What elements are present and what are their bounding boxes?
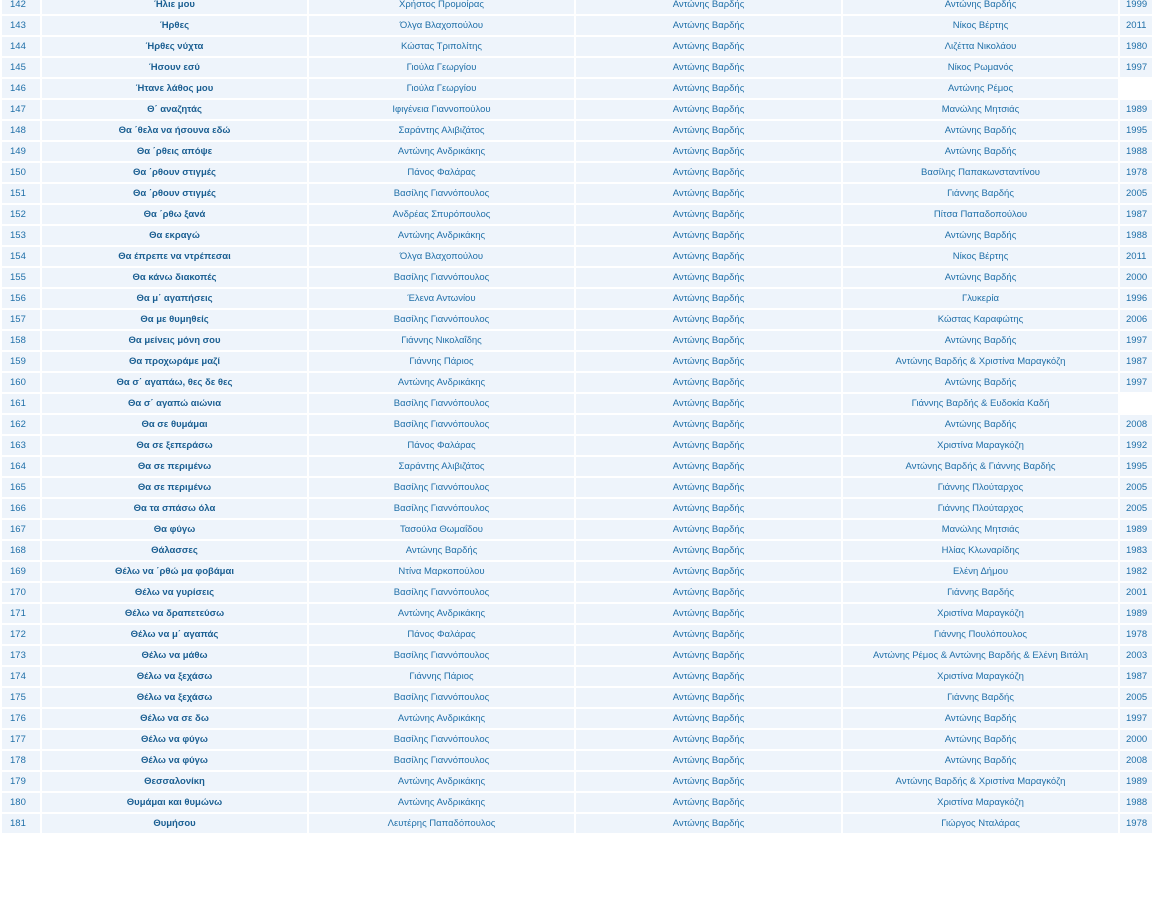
- row-number-cell: 151: [2, 184, 40, 203]
- song-title-cell: Θυμάμαι και θυμώνω: [42, 793, 307, 812]
- singer-cell: Αντώνης Βαρδής: [843, 709, 1118, 728]
- singer-cell: Αντώνης Βαρδής: [843, 226, 1118, 245]
- singer-cell: Χριστίνα Μαραγκόζη: [843, 604, 1118, 623]
- composer-cell: Αντώνης Βαρδής: [576, 226, 841, 245]
- lyricist-cell: Γιάννης Πάριος: [309, 352, 574, 371]
- year-cell: 1997: [1120, 331, 1152, 350]
- table-row: [2, 163, 1152, 182]
- song-title-cell: Θέλω να δραπετεύσω: [42, 604, 307, 623]
- singer-cell: Γιάννης Βαρδής: [843, 688, 1118, 707]
- year-cell: 1978: [1120, 625, 1152, 644]
- row-number-cell: 158: [2, 331, 40, 350]
- composer-cell: Αντώνης Βαρδής: [576, 268, 841, 287]
- row-number-cell: 164: [2, 457, 40, 476]
- year-cell: 1988: [1120, 226, 1152, 245]
- year-cell: 1987: [1120, 667, 1152, 686]
- singer-cell: Αντώνης Βαρδής: [843, 0, 1118, 14]
- table-row: [2, 121, 1152, 140]
- table-row: [2, 289, 1152, 308]
- song-title-cell: Θα σε θυμάμαι: [42, 415, 307, 434]
- composer-cell: Αντώνης Βαρδής: [576, 373, 841, 392]
- singer-cell: Ελένη Δήμου: [843, 562, 1118, 581]
- row-number-cell: 150: [2, 163, 40, 182]
- lyricist-cell: Σαράντης Αλιβιζάτος: [309, 121, 574, 140]
- year-cell: 1997: [1120, 709, 1152, 728]
- composer-cell: Αντώνης Βαρδής: [576, 457, 841, 476]
- year-cell: 1978: [1120, 814, 1152, 833]
- lyricist-cell: Πάνος Φαλάρας: [309, 163, 574, 182]
- lyricist-cell: Αντώνης Ανδρικάκης: [309, 604, 574, 623]
- song-title-cell: Ήσουν εσύ: [42, 58, 307, 77]
- row-number-cell: 148: [2, 121, 40, 140]
- year-cell: [1120, 79, 1152, 98]
- singer-cell: Αντώνης Βαρδής: [843, 121, 1118, 140]
- lyricist-cell: Πάνος Φαλάρας: [309, 625, 574, 644]
- lyricist-cell: Όλγα Βλαχοπούλου: [309, 16, 574, 35]
- composer-cell: Αντώνης Βαρδής: [576, 541, 841, 560]
- composer-cell: Αντώνης Βαρδής: [576, 247, 841, 266]
- song-title-cell: Θα ΄ρθουν στιγμές: [42, 163, 307, 182]
- table-row: [2, 37, 1152, 56]
- row-number-cell: 168: [2, 541, 40, 560]
- table-row: [2, 520, 1152, 539]
- composer-cell: Αντώνης Βαρδής: [576, 142, 841, 161]
- row-number-cell: 155: [2, 268, 40, 287]
- song-title-cell: Θα με θυμηθείς: [42, 310, 307, 329]
- song-title-cell: Ήρθες: [42, 16, 307, 35]
- lyricist-cell: Αντώνης Ανδρικάκης: [309, 226, 574, 245]
- song-title-cell: Θέλω να γυρίσεις: [42, 583, 307, 602]
- lyricist-cell: Βασίλης Γιαννόπουλος: [309, 646, 574, 665]
- lyricist-cell: Γιάννης Πάριος: [309, 667, 574, 686]
- row-number-cell: 156: [2, 289, 40, 308]
- song-title-cell: Θα σ΄ αγαπάω, θες δε θες: [42, 373, 307, 392]
- row-number-cell: 153: [2, 226, 40, 245]
- singer-cell: Αντώνης Βαρδής: [843, 373, 1118, 392]
- year-cell: 2008: [1120, 751, 1152, 770]
- table-row: [2, 247, 1152, 266]
- lyricist-cell: Σαράντης Αλιβιζάτος: [309, 457, 574, 476]
- composer-cell: Αντώνης Βαρδής: [576, 415, 841, 434]
- row-number-cell: 179: [2, 772, 40, 791]
- year-cell: 2008: [1120, 415, 1152, 434]
- row-number-cell: 149: [2, 142, 40, 161]
- song-title-cell: Θα σε περιμένω: [42, 457, 307, 476]
- lyricist-cell: Βασίλης Γιαννόπουλος: [309, 499, 574, 518]
- year-cell: [1120, 394, 1152, 413]
- table-row: [2, 415, 1152, 434]
- singer-cell: Μανώλης Μητσιάς: [843, 520, 1118, 539]
- year-cell: 1983: [1120, 541, 1152, 560]
- composer-cell: Αντώνης Βαρδής: [576, 100, 841, 119]
- year-cell: 2001: [1120, 583, 1152, 602]
- lyricist-cell: Ανδρέας Σπυρόπουλος: [309, 205, 574, 224]
- song-title-cell: Θα ΄ρθω ξανά: [42, 205, 307, 224]
- lyricist-cell: Αντώνης Ανδρικάκης: [309, 373, 574, 392]
- lyricist-cell: Αντώνης Βαρδής: [309, 541, 574, 560]
- table-row: [2, 772, 1152, 791]
- row-number-cell: 181: [2, 814, 40, 833]
- row-number-cell: 165: [2, 478, 40, 497]
- lyricist-cell: Πάνος Φαλάρας: [309, 436, 574, 455]
- singer-cell: Αντώνης Βαρδής: [843, 268, 1118, 287]
- lyricist-cell: Αντώνης Ανδρικάκης: [309, 709, 574, 728]
- singer-cell: Χριστίνα Μαραγκόζη: [843, 436, 1118, 455]
- year-cell: 2005: [1120, 184, 1152, 203]
- row-number-cell: 152: [2, 205, 40, 224]
- composer-cell: Αντώνης Βαρδής: [576, 604, 841, 623]
- year-cell: 1989: [1120, 772, 1152, 791]
- singer-cell: Αντώνης Ρέμος: [843, 79, 1118, 98]
- composer-cell: Αντώνης Βαρδής: [576, 79, 841, 98]
- table-row: [2, 394, 1152, 413]
- lyricist-cell: Έλενα Αντωνίου: [309, 289, 574, 308]
- singer-cell: Αντώνης Βαρδής & Χριστίνα Μαραγκόζη: [843, 352, 1118, 371]
- lyricist-cell: Ντίνα Μαρκοπούλου: [309, 562, 574, 581]
- row-number-cell: 160: [2, 373, 40, 392]
- row-number-cell: 147: [2, 100, 40, 119]
- lyricist-cell: Αντώνης Ανδρικάκης: [309, 793, 574, 812]
- composer-cell: Αντώνης Βαρδής: [576, 772, 841, 791]
- song-title-cell: Θεσσαλονίκη: [42, 772, 307, 791]
- year-cell: 2005: [1120, 688, 1152, 707]
- singer-cell: Αντώνης Βαρδής: [843, 415, 1118, 434]
- singer-cell: Χριστίνα Μαραγκόζη: [843, 793, 1118, 812]
- table-row: [2, 100, 1152, 119]
- table-row: [2, 0, 1152, 14]
- composer-cell: Αντώνης Βαρδής: [576, 625, 841, 644]
- song-title-cell: Θα σε ξεπεράσω: [42, 436, 307, 455]
- lyricist-cell: Βασίλης Γιαννόπουλος: [309, 268, 574, 287]
- singer-cell: Γιάννης Πλούταρχος: [843, 499, 1118, 518]
- song-title-cell: Θα μείνεις μόνη σου: [42, 331, 307, 350]
- year-cell: 1997: [1120, 373, 1152, 392]
- song-title-cell: Θυμήσου: [42, 814, 307, 833]
- composer-cell: Αντώνης Βαρδής: [576, 436, 841, 455]
- year-cell: 1996: [1120, 289, 1152, 308]
- lyricist-cell: Γιούλα Γεωργίου: [309, 58, 574, 77]
- table-row: [2, 457, 1152, 476]
- table-row: [2, 205, 1152, 224]
- composer-cell: Αντώνης Βαρδής: [576, 520, 841, 539]
- song-title-cell: Θα μ΄ αγαπήσεις: [42, 289, 307, 308]
- song-title-cell: Θέλω να μάθω: [42, 646, 307, 665]
- composer-cell: Αντώνης Βαρδής: [576, 562, 841, 581]
- composer-cell: Αντώνης Βαρδής: [576, 667, 841, 686]
- lyricist-cell: Λευτέρης Παπαδόπουλος: [309, 814, 574, 833]
- row-number-cell: 180: [2, 793, 40, 812]
- table-row: [2, 667, 1152, 686]
- singer-cell: Γιώργος Νταλάρας: [843, 814, 1118, 833]
- row-number-cell: 175: [2, 688, 40, 707]
- song-title-cell: Θέλω να σε δω: [42, 709, 307, 728]
- composer-cell: Αντώνης Βαρδής: [576, 394, 841, 413]
- singer-cell: Αντώνης Βαρδής: [843, 751, 1118, 770]
- lyricist-cell: Αντώνης Ανδρικάκης: [309, 772, 574, 791]
- year-cell: 1992: [1120, 436, 1152, 455]
- year-cell: 1997: [1120, 58, 1152, 77]
- year-cell: 1978: [1120, 163, 1152, 182]
- table-body: [2, 0, 1152, 833]
- song-title-cell: Θα σε περιμένω: [42, 478, 307, 497]
- singer-cell: Αντώνης Βαρδής: [843, 730, 1118, 749]
- composer-cell: Αντώνης Βαρδής: [576, 205, 841, 224]
- table-row: [2, 604, 1152, 623]
- composer-cell: Αντώνης Βαρδής: [576, 37, 841, 56]
- table-row: [2, 688, 1152, 707]
- singer-cell: Γλυκερία: [843, 289, 1118, 308]
- row-number-cell: 162: [2, 415, 40, 434]
- lyricist-cell: Βασίλης Γιαννόπουλος: [309, 394, 574, 413]
- song-title-cell: Θα κάνω διακοπές: [42, 268, 307, 287]
- table-row: [2, 646, 1152, 665]
- composer-cell: Αντώνης Βαρδής: [576, 646, 841, 665]
- composer-cell: Αντώνης Βαρδής: [576, 814, 841, 833]
- row-number-cell: 173: [2, 646, 40, 665]
- song-title-cell: Θέλω να ΄ρθώ μα φοβάμαι: [42, 562, 307, 581]
- song-title-cell: Θα έπρεπε να ντρέπεσαι: [42, 247, 307, 266]
- year-cell: 2011: [1120, 247, 1152, 266]
- lyricist-cell: Βασίλης Γιαννόπουλος: [309, 730, 574, 749]
- composer-cell: Αντώνης Βαρδής: [576, 310, 841, 329]
- lyricist-cell: Όλγα Βλαχοπούλου: [309, 247, 574, 266]
- row-number-cell: 159: [2, 352, 40, 371]
- lyricist-cell: Αντώνης Ανδρικάκης: [309, 142, 574, 161]
- composer-cell: Αντώνης Βαρδής: [576, 499, 841, 518]
- table-row: [2, 226, 1152, 245]
- row-number-cell: 169: [2, 562, 40, 581]
- singer-cell: Πίτσα Παπαδοπούλου: [843, 205, 1118, 224]
- composer-cell: Αντώνης Βαρδής: [576, 289, 841, 308]
- table-row: [2, 16, 1152, 35]
- table-row: [2, 373, 1152, 392]
- singer-cell: Γιάννης Βαρδής: [843, 583, 1118, 602]
- song-title-cell: Θα ΄ρθεις απόψε: [42, 142, 307, 161]
- row-number-cell: 157: [2, 310, 40, 329]
- singer-cell: Βασίλης Παπακωνσταντίνου: [843, 163, 1118, 182]
- composer-cell: Αντώνης Βαρδής: [576, 583, 841, 602]
- song-title-cell: Θάλασσες: [42, 541, 307, 560]
- lyricist-cell: Βασίλης Γιαννόπουλος: [309, 478, 574, 497]
- row-number-cell: 174: [2, 667, 40, 686]
- year-cell: 1995: [1120, 457, 1152, 476]
- year-cell: 1988: [1120, 142, 1152, 161]
- row-number-cell: 178: [2, 751, 40, 770]
- row-number-cell: 163: [2, 436, 40, 455]
- row-number-cell: 161: [2, 394, 40, 413]
- year-cell: 1999: [1120, 0, 1152, 14]
- singer-cell: Χριστίνα Μαραγκόζη: [843, 667, 1118, 686]
- year-cell: 1980: [1120, 37, 1152, 56]
- composer-cell: Αντώνης Βαρδής: [576, 688, 841, 707]
- composer-cell: Αντώνης Βαρδής: [576, 0, 841, 14]
- row-number-cell: 177: [2, 730, 40, 749]
- table-row: [2, 562, 1152, 581]
- year-cell: 1989: [1120, 604, 1152, 623]
- row-number-cell: 143: [2, 16, 40, 35]
- row-number-cell: 167: [2, 520, 40, 539]
- singer-cell: Αντώνης Βαρδής & Χριστίνα Μαραγκόζη: [843, 772, 1118, 791]
- table-row: [2, 79, 1152, 98]
- song-title-cell: Θ΄ αναζητάς: [42, 100, 307, 119]
- table-row: [2, 352, 1152, 371]
- singer-cell: Νίκος Ρωμανός: [843, 58, 1118, 77]
- year-cell: 1989: [1120, 520, 1152, 539]
- lyricist-cell: Ιφιγένεια Γιαννοπούλου: [309, 100, 574, 119]
- table-row: [2, 184, 1152, 203]
- singer-cell: Λιζέττα Νικολάου: [843, 37, 1118, 56]
- year-cell: 1995: [1120, 121, 1152, 140]
- song-title-cell: Ήλιε μου: [42, 0, 307, 14]
- song-title-cell: Θα ΄ρθουν στιγμές: [42, 184, 307, 203]
- composer-cell: Αντώνης Βαρδής: [576, 751, 841, 770]
- table-row: [2, 583, 1152, 602]
- composer-cell: Αντώνης Βαρδής: [576, 163, 841, 182]
- year-cell: 2006: [1120, 310, 1152, 329]
- table-row: [2, 814, 1152, 833]
- row-number-cell: 166: [2, 499, 40, 518]
- song-title-cell: Θα εκραγώ: [42, 226, 307, 245]
- year-cell: 1982: [1120, 562, 1152, 581]
- lyricist-cell: Γιάννης Νικολαΐδης: [309, 331, 574, 350]
- singer-cell: Γιάννης Πουλόπουλος: [843, 625, 1118, 644]
- year-cell: 1987: [1120, 352, 1152, 371]
- composer-cell: Αντώνης Βαρδής: [576, 793, 841, 812]
- song-title-cell: Ήτανε λάθος μου: [42, 79, 307, 98]
- table-row: [2, 331, 1152, 350]
- table-row: [2, 499, 1152, 518]
- singer-cell: Γιάννης Βαρδής: [843, 184, 1118, 203]
- singer-cell: Μανώλης Μητσιάς: [843, 100, 1118, 119]
- song-title-cell: Θέλω να ξεχάσω: [42, 667, 307, 686]
- composer-cell: Αντώνης Βαρδής: [576, 121, 841, 140]
- table-row: [2, 436, 1152, 455]
- table-row: [2, 625, 1152, 644]
- lyricist-cell: Χρήστος Προμοίρας: [309, 0, 574, 14]
- composer-cell: Αντώνης Βαρδής: [576, 352, 841, 371]
- lyricist-cell: Βασίλης Γιαννόπουλος: [309, 688, 574, 707]
- year-cell: 1987: [1120, 205, 1152, 224]
- singer-cell: Νίκος Βέρτης: [843, 247, 1118, 266]
- singer-cell: Αντώνης Βαρδής: [843, 331, 1118, 350]
- composer-cell: Αντώνης Βαρδής: [576, 16, 841, 35]
- song-title-cell: Θέλω να φύγω: [42, 730, 307, 749]
- table-row: [2, 793, 1152, 812]
- composer-cell: Αντώνης Βαρδής: [576, 58, 841, 77]
- table-row: [2, 142, 1152, 161]
- row-number-cell: 172: [2, 625, 40, 644]
- song-title-cell: Θα τα σπάσω όλα: [42, 499, 307, 518]
- lyricist-cell: Βασίλης Γιαννόπουλος: [309, 310, 574, 329]
- year-cell: 2000: [1120, 730, 1152, 749]
- lyricist-cell: Γιούλα Γεωργίου: [309, 79, 574, 98]
- year-cell: 2003: [1120, 646, 1152, 665]
- row-number-cell: 170: [2, 583, 40, 602]
- singer-cell: Ηλίας Κλωναρίδης: [843, 541, 1118, 560]
- table-row: [2, 541, 1152, 560]
- singer-cell: Νίκος Βέρτης: [843, 16, 1118, 35]
- row-number-cell: 171: [2, 604, 40, 623]
- lyricist-cell: Τασούλα Θωμαΐδου: [309, 520, 574, 539]
- lyricist-cell: Βασίλης Γιαννόπουλος: [309, 415, 574, 434]
- composer-cell: Αντώνης Βαρδής: [576, 709, 841, 728]
- table-row: [2, 751, 1152, 770]
- singer-cell: Γιάννης Βαρδής & Ευδοκία Καδή: [843, 394, 1118, 413]
- lyricist-cell: Βασίλης Γιαννόπουλος: [309, 184, 574, 203]
- singer-cell: Αντώνης Βαρδής: [843, 142, 1118, 161]
- song-title-cell: Ήρθες νύχτα: [42, 37, 307, 56]
- song-title-cell: Θέλω να ξεχάσω: [42, 688, 307, 707]
- song-title-cell: Θα σ΄ αγαπώ αιώνια: [42, 394, 307, 413]
- table-row: [2, 478, 1152, 497]
- song-title-cell: Θα φύγω: [42, 520, 307, 539]
- singer-cell: Γιάννης Πλούταρχος: [843, 478, 1118, 497]
- song-title-cell: Θα ΄θελα να ήσουνα εδώ: [42, 121, 307, 140]
- row-number-cell: 176: [2, 709, 40, 728]
- table-row: [2, 268, 1152, 287]
- lyricist-cell: Κώστας Τριπολίτης: [309, 37, 574, 56]
- song-title-cell: Θέλω να μ΄ αγαπάς: [42, 625, 307, 644]
- singer-cell: Αντώνης Ρέμος & Αντώνης Βαρδής & Ελένη Βιτάλη: [843, 646, 1118, 665]
- singer-cell: Αντώνης Βαρδής & Γιάννης Βαρδής: [843, 457, 1118, 476]
- year-cell: 1989: [1120, 100, 1152, 119]
- row-number-cell: 154: [2, 247, 40, 266]
- year-cell: 2005: [1120, 478, 1152, 497]
- lyricist-cell: Βασίλης Γιαννόπουλος: [309, 751, 574, 770]
- year-cell: 2011: [1120, 16, 1152, 35]
- row-number-cell: 142: [2, 0, 40, 14]
- song-title-cell: Θα προχωράμε μαζί: [42, 352, 307, 371]
- singer-cell: Κώστας Καραφώτης: [843, 310, 1118, 329]
- composer-cell: Αντώνης Βαρδής: [576, 730, 841, 749]
- lyricist-cell: Βασίλης Γιαννόπουλος: [309, 583, 574, 602]
- row-number-cell: 146: [2, 79, 40, 98]
- table-row: [2, 709, 1152, 728]
- table-row: [2, 310, 1152, 329]
- table-row: [2, 730, 1152, 749]
- composer-cell: Αντώνης Βαρδής: [576, 331, 841, 350]
- year-cell: 2000: [1120, 268, 1152, 287]
- year-cell: 1988: [1120, 793, 1152, 812]
- composer-cell: Αντώνης Βαρδής: [576, 184, 841, 203]
- year-cell: 2005: [1120, 499, 1152, 518]
- row-number-cell: 144: [2, 37, 40, 56]
- song-title-cell: Θέλω να φύγω: [42, 751, 307, 770]
- table-row: [2, 58, 1152, 77]
- composer-cell: Αντώνης Βαρδής: [576, 478, 841, 497]
- row-number-cell: 145: [2, 58, 40, 77]
